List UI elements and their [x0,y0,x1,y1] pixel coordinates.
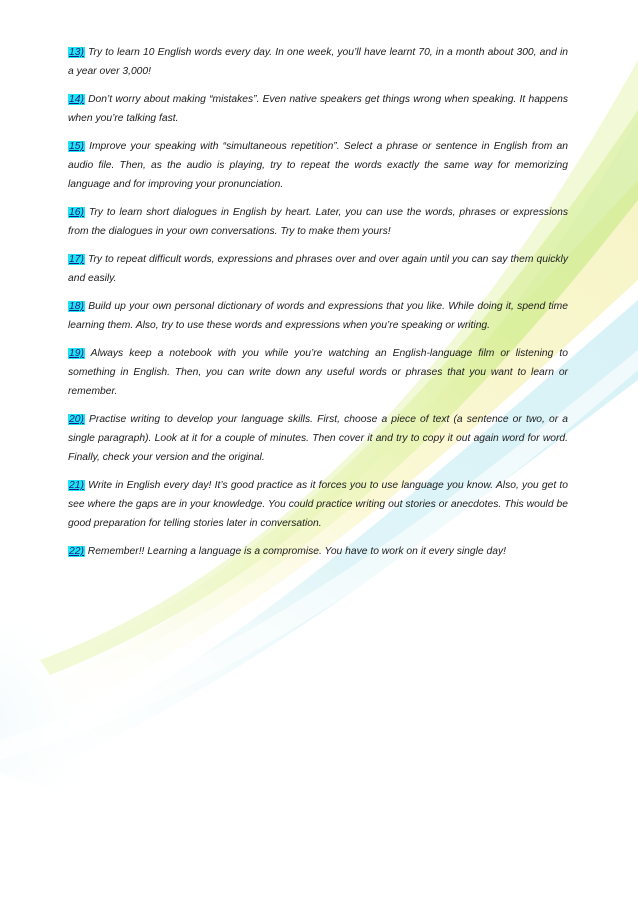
tip-item [68,203,568,241]
tip-text: Build up your own personal dictionary of words and expressions that you like. While doing it, spend time learning them. Also, try to use these words and expressions when you’re speaking or writing. [68,301,568,331]
tip-number: 13) [69,47,84,58]
tip-number: 16) [69,207,84,218]
tip-text: Write in English every day! It’s good practice as it forces you to use language you know. Also, you get to see where the gaps are in your knowledge. You could practice writing out stories or anecdotes. This would be good preparation for telling stories later in conversation. [68,480,568,529]
tip-number: 21) [69,480,84,491]
tip-number: 18) [69,301,84,312]
tip-number: 15) [69,141,84,152]
tip-number: 17) [69,254,84,265]
tip-text: Remember!! Learning a language is a compromise. You have to work on it every single day! [87,546,506,557]
tip-number: 20) [69,414,84,425]
tip-item [68,476,568,533]
tip-item [68,410,568,467]
tip-number: 14) [69,94,84,105]
tip-item [68,43,568,81]
tip-text: Practise writing to develop your language skills. First, choose a piece of text (a sentence or two, or a single paragraph). Look at it for a couple of minutes. Then cover it and try to copy it out again word for word. Finally, check your version and the original. [68,414,568,463]
tip-text: Try to learn 10 English words every day. In one week, you’ll have learnt 70, in a month about 300, and in a year over 3,000! [68,47,568,77]
tip-number: 19) [69,348,84,359]
tip-text: Don’t worry about making “mistakes”. Even native speakers get things wrong when speaking. It happens when you’re talking fast. [68,94,568,124]
tip-item [68,250,568,288]
tip-text: Try to repeat difficult words, expressions and phrases over and over again until you can say them quickly and easily. [68,254,568,284]
tip-item [68,344,568,401]
tip-number: 22) [69,546,84,557]
tip-text: Try to learn short dialogues in English by heart. Later, you can use the words, phrases or expressions from the dialogues in your own conversations. Try to make them yours! [68,207,568,237]
tip-item [68,137,568,194]
tip-text: Improve your speaking with “simultaneous repetition”. Select a phrase or sentence in English from an audio file. Then, as the audio is playing, try to repeat the words exactly the same way for memorizing language and for improving your pronunciation. [68,141,568,190]
tip-item [68,90,568,128]
tip-item [68,297,568,335]
tip-item [68,542,568,561]
tips-list [68,43,568,570]
tip-text: Always keep a notebook with you while you’re watching an English-language film or listening to something in English. Then, you can write down any useful words or phrases that you want to learn or remember. [68,348,569,397]
